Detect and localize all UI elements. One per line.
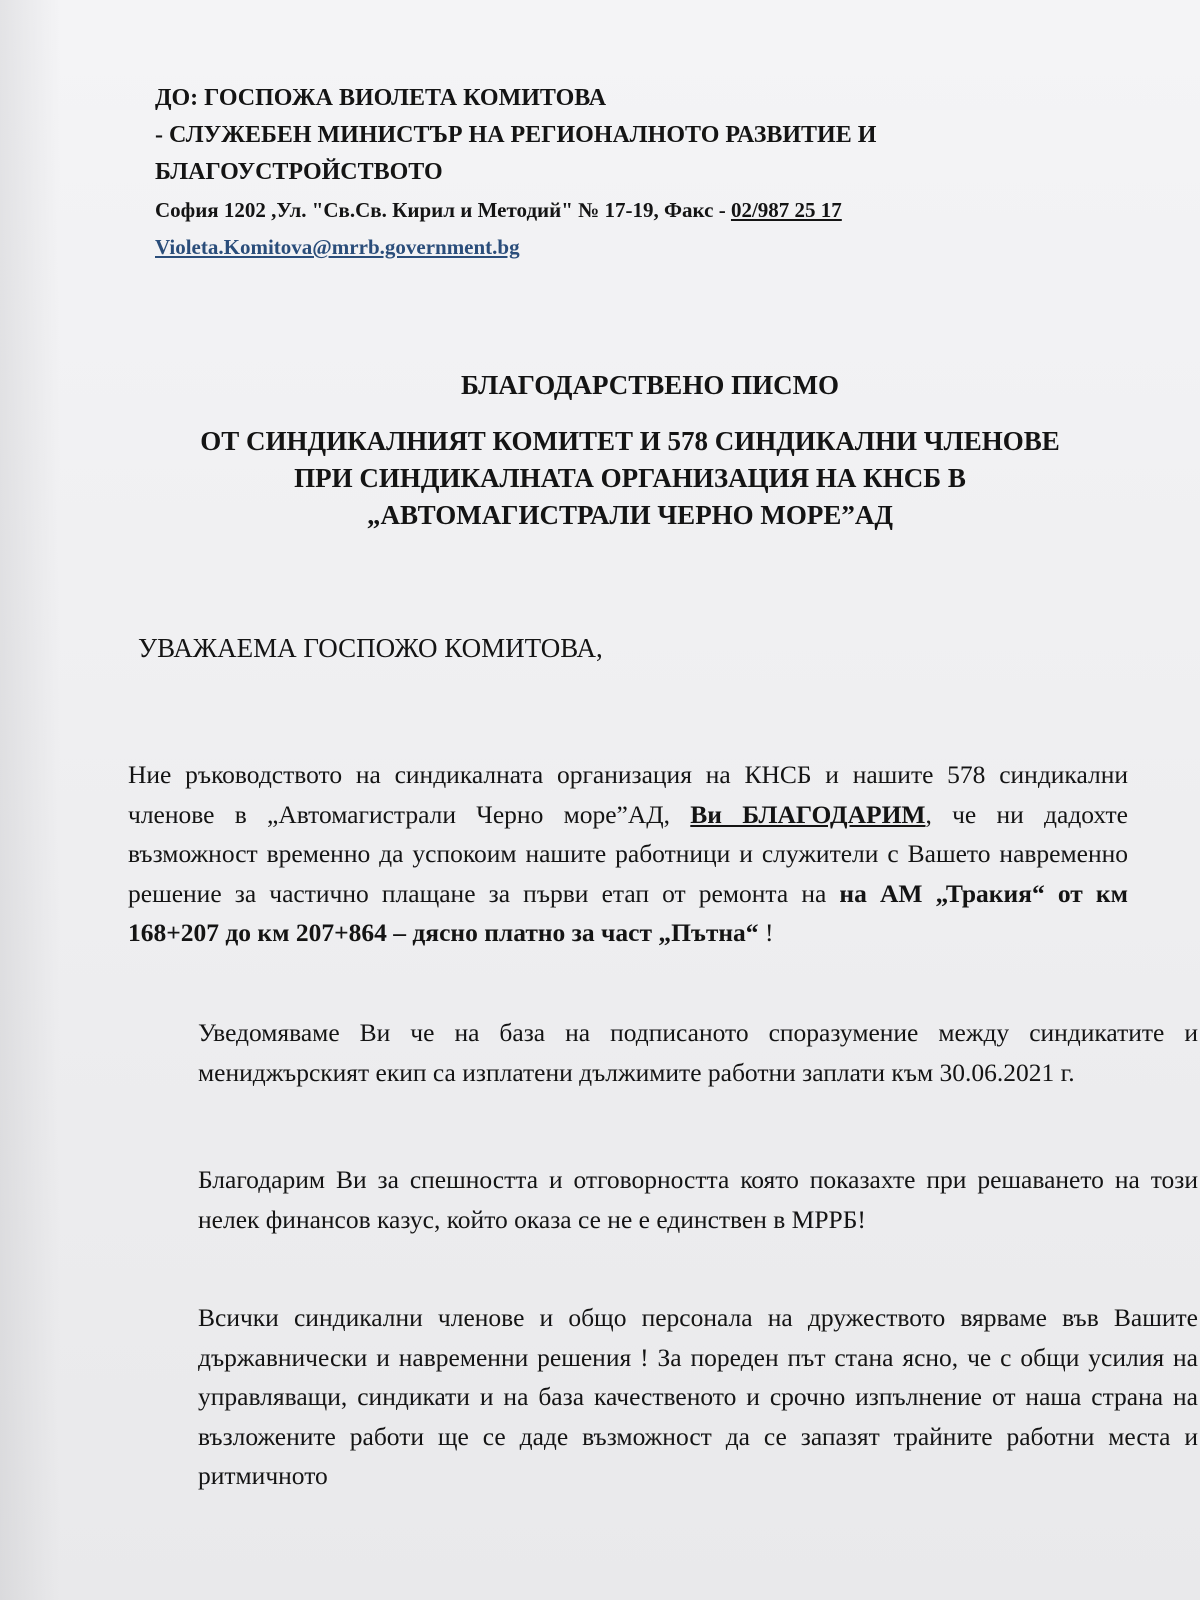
recipient-name: ДО: ГОСПОЖА ВИОЛЕТА КОМИТОВА [155,85,607,111]
subtitle-line: ПРИ СИНДИКАЛНАТА ОРГАНИЗАЦИЯ НА КНСБ В [294,463,966,493]
paragraph-3: Благодарим Ви за спешността и отговорността която показахте при решаването на този нелек финансов казус, който оказа се не е единствен в МРРБ! [198,1165,1198,1234]
paragraph-1-text: Ние ръководството на синдикалната организация на КНСБ и нашите 578 синдикални членове в „Автомагистрали Черно море”АД, [128,760,1128,829]
paragraph-1-text: , че ни дадохте възможност временно да успокоим нашите работници и служители с Вашето навременно решение за частично плащане за първи етап от ремонта на [128,799,1128,908]
recipient-contact [155,191,1035,229]
subtitle-line: ОТ СИНДИКАЛНИЯТ КОМИТЕТ И 578 СИНДИКАЛНИ ЧЛЕНОВЕ [200,426,1060,456]
letter-subtitle [130,423,1130,534]
letter-title: БЛАГОДАРСТВЕНО ПИСМО [460,370,840,400]
page-shadow [0,0,60,1600]
recipient-street: София 1202 ,Ул. "Св.Св. Кирил и Методий" № 17-19, Факс - [155,198,731,222]
paragraph-4: Всички синдикални членове и общо персонала на дружеството вярваме във Вашите държавнически и навременни решения ! За пореден път стана ясно, че с общи усилия на управляващи, синдикати и на база качественото и срочно изпълнение от наша страна на възложените работи ще се даде възможност да се запазят трайните работни места и ритмичното [198,1303,1198,1490]
thanks-emphasis: Ви БЛАГОДАРИМ [690,799,926,829]
recipient-position: - СЛУЖЕБЕН МИНИСТЪР НА РЕГИОНАЛНОТО РАЗВИТИЕ И [155,122,877,148]
paragraph-2: Уведомяваме Ви че на база на подписаното споразумение между синдикатите и мениджърският екип са изплатени дължимите работни заплати към 30.06.2021 г. [198,1018,1198,1087]
letter-heading [130,365,1130,534]
paragraph-1-text: ! [758,918,774,947]
recipient-address [155,80,1035,265]
paragraph-1 [128,755,1128,953]
recipient-fax: 02/987 25 17 [730,198,842,222]
recipient-ministry: БЛАГОУСТРОЙСТВОТО [155,159,443,185]
recipient-email-link[interactable]: Violeta.Komitova@mrrb.government.bg [155,235,520,259]
subtitle-line: „АВТОМАГИСТРАЛИ ЧЕРНО МОРЕ”АД [366,500,893,530]
road-section-emphasis: на АМ „Тракия“ от км 168+207 до км 207+864 – дясно платно за част „Пътна“ [128,878,1128,947]
salutation: УВАЖАЕМА ГОСПОЖО КОМИТОВА, [138,633,603,663]
